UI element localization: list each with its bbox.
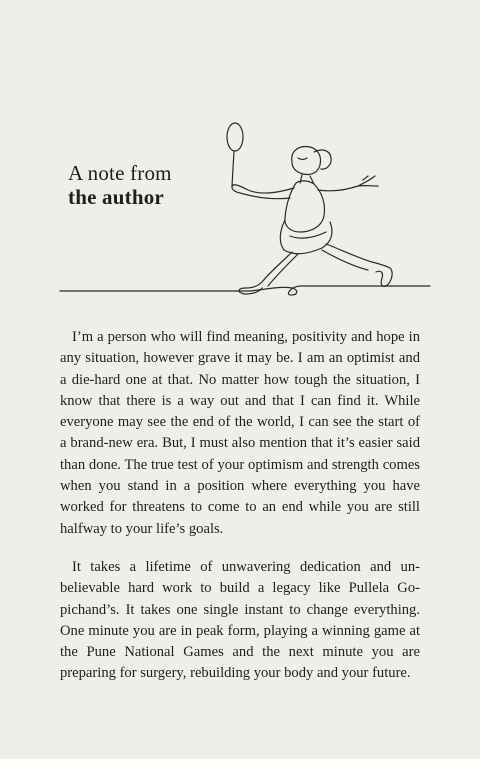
racket-handle — [232, 151, 234, 186]
paragraph-1: I’m a person who will find meaning, positivity and hope in any situation, however grave it may be. I am an optimist and a die-hard one at that. No matter how tough the situation, I know that there is a way out and that I can find it. While everyone may see the end of the world, I can see the start of a brand-new era. But, I must also mention that it’s easier said than done. The true test of your optimism and strength comes when you stand in a position where everything you have worked for threatens to come to an end while you are still halfway to your life’s goals. — [60, 329, 420, 537]
badminton-player-line-art-icon — [0, 0, 480, 300]
shorts — [280, 220, 332, 254]
heading-line-1: A note from — [68, 161, 172, 185]
body-text — [60, 327, 420, 685]
heading-line-2: the author — [68, 185, 164, 209]
paragraph-2: It takes a lifetime of unwavering dedication and unbelievable hard work to build a legacy like Pullela Gopichand’s. It takes one single instant to change everything. One minute you are in peak form, playing a winning game at the Pune National Games and the next minute you are preparing for surgery, rebuilding your body and your future. — [60, 558, 420, 682]
ponytail — [314, 150, 331, 169]
racket-head — [227, 123, 243, 151]
chapter-heading — [68, 161, 172, 209]
